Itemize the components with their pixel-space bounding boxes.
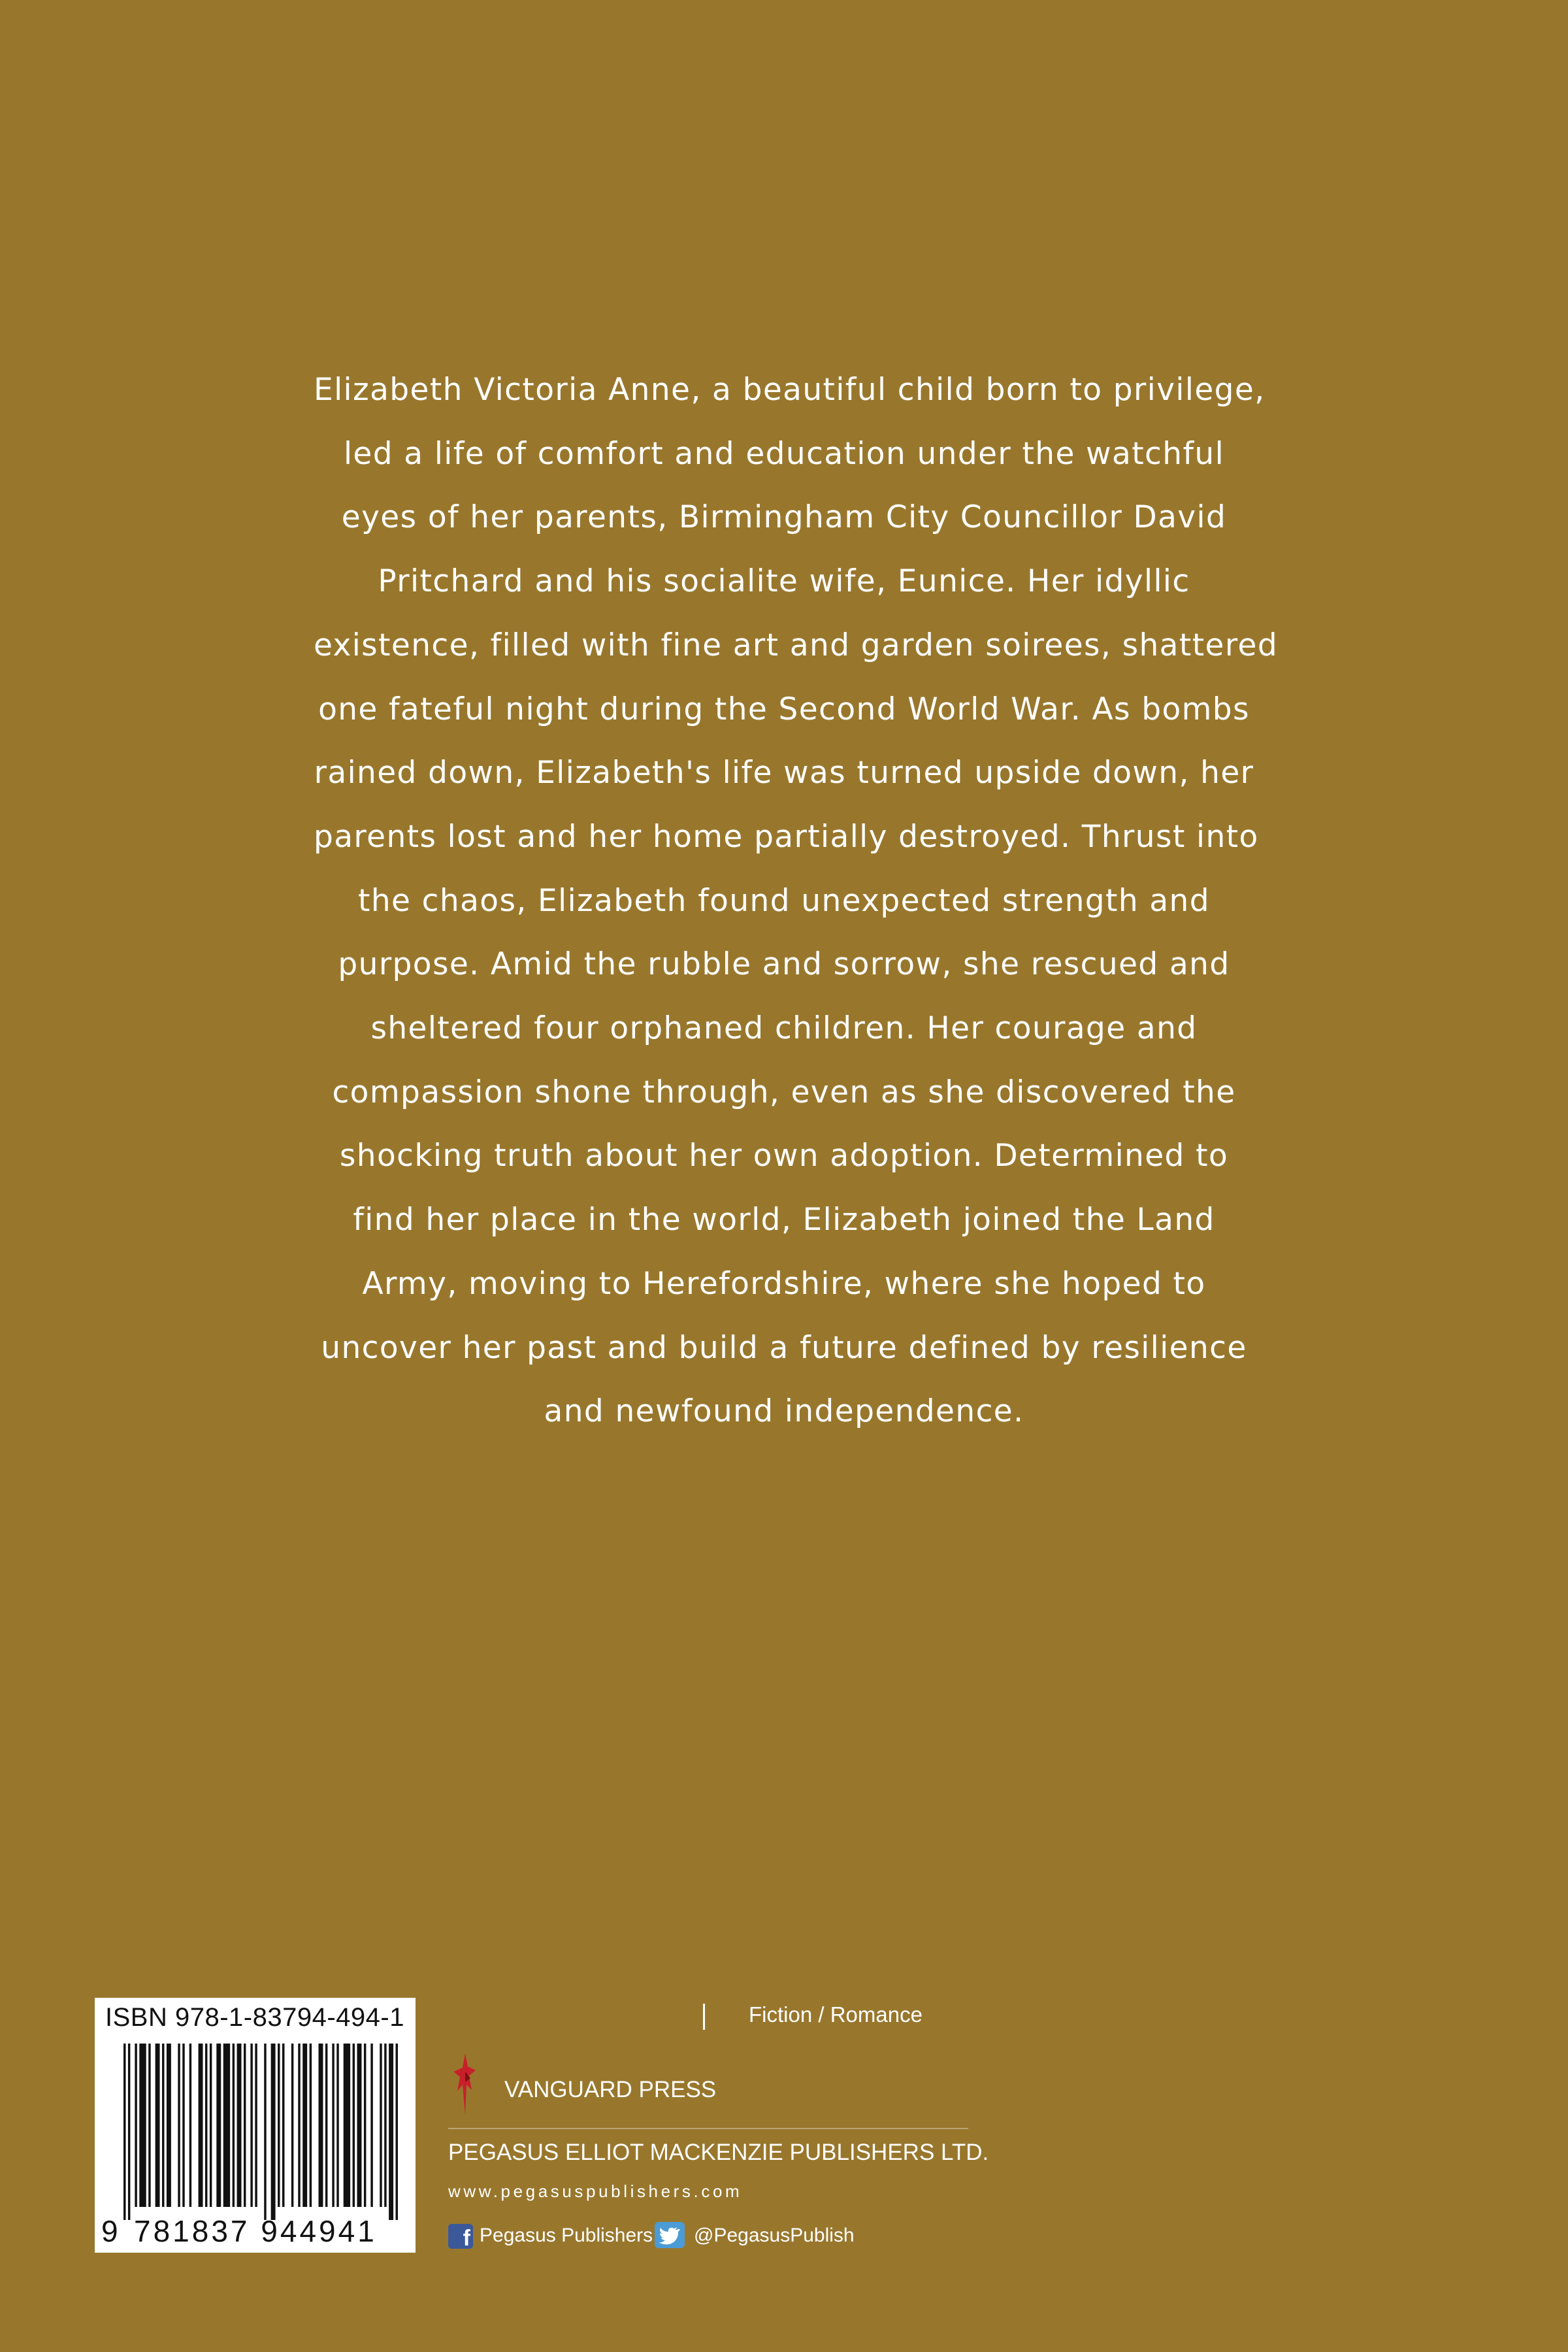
blurb-line: led a life of comfort and education under the watchful [343,435,1225,472]
blurb-line: eyes of her parents, Birmingham City Councillor David [341,499,1227,536]
barcode-bar [380,2044,382,2207]
twitter-icon [655,2222,685,2248]
category-separator [703,2004,705,2030]
barcode-bar [182,2044,184,2207]
barcode-bar [384,2044,386,2207]
publisher-name: PEGASUS ELLIOT MACKENZIE PUBLISHERS LTD. [448,2140,989,2165]
blurb-line: the chaos, Elizabeth found unexpected strength and [358,882,1210,919]
barcode-bar [332,2044,334,2207]
blurb-line: compassion shone through, even as she discovered the [332,1074,1236,1110]
barcode-bar [216,2044,221,2207]
barcode-bar [135,2044,137,2207]
barcode-bar [271,2044,276,2220]
barcode-bar [210,2044,212,2207]
barcode-bar [255,2044,257,2207]
blurb-line: shocking truth about her own adoption. Determined to [339,1138,1229,1174]
barcode-bar [155,2044,160,2207]
blurb-line: Army, moving to Herefordshire, where she hoped to [362,1265,1206,1302]
blurb-line: Pritchard and his socialite wife, Eunice. Her idyllic [378,563,1190,600]
barcode-bar [205,2044,207,2207]
barcode-bar [319,2044,323,2207]
barcode-bar [233,2044,235,2207]
barcode-bar [189,2044,191,2207]
barcode-bar [178,2044,180,2207]
blurb-line: existence, filled with fine art and garden soirees, shattered [314,627,1279,663]
isbn-barcode [95,1998,416,2253]
publisher-website: www.pegasuspublishers.com [448,2181,743,2201]
barcode-bar [167,2044,171,2207]
barcode-bar [353,2044,355,2207]
divider [448,2128,968,2129]
blurb-line: parents lost and her home partially destroyed. Thrust into [314,818,1259,855]
barcode-bar [250,2044,252,2207]
blurb-text [314,358,1279,1444]
barcode-bar [291,2044,293,2207]
ean-digits: 781837 944941 [134,2214,377,2248]
barcode-bar [264,2044,266,2220]
barcode-bar [282,2044,284,2207]
barcode-bar [364,2044,366,2207]
barcode-bar [278,2044,280,2207]
barcode-bar [302,2044,307,2207]
isbn-label: ISBN 978-1-83794-494-1 [105,2003,404,2032]
blurb-line: uncover her past and build a future defined by resilience [321,1329,1247,1366]
blurb-line: one fateful night during the Second World War. As bombs [318,691,1250,727]
barcode-bar [389,2044,393,2220]
blurb-line: Elizabeth Victoria Anne, a beautiful child born to privilege, [314,372,1266,408]
vanguard-press-logo-icon [448,2052,482,2117]
barcode-bar [148,2044,150,2207]
barcode-bar [325,2044,327,2207]
barcode-bar [370,2044,372,2207]
barcode-bar [357,2044,362,2207]
barcode-bar [237,2044,242,2207]
imprint-name: VANGUARD PRESS [504,2077,717,2102]
barcode-bar [123,2044,125,2220]
barcode-bar [336,2044,338,2207]
ean-first-digit: 9 [101,2214,118,2248]
barcode-bar [298,2044,300,2207]
blurb-line: find her place in the world, Elizabeth joined the Land [353,1202,1215,1238]
blurb-line: sheltered four orphaned children. Her courage and [370,1010,1198,1047]
genre-label: Fiction / Romance [749,2002,923,2027]
barcode-bar [244,2044,246,2207]
twitter-label: @PegasusPublish [694,2225,855,2246]
barcode-bar [162,2044,164,2207]
facebook-label: Pegasus Publishers [480,2225,653,2246]
barcode-bars-icon [123,2044,398,2220]
barcode-bar [199,2044,203,2207]
blurb-line: and newfound independence. [544,1393,1024,1430]
barcode-bar [310,2044,312,2207]
facebook-icon: f [448,2224,473,2249]
barcode-bar [223,2044,230,2207]
blurb-line: rained down, Elizabeth's life was turned upside down, her [314,755,1254,791]
barcode-bar [139,2044,146,2207]
barcode-bar [128,2044,130,2220]
barcode-bar [344,2044,350,2207]
blurb-line: purpose. Amid the rubble and sorrow, she rescued and [338,946,1230,983]
barcode-bar [396,2044,398,2220]
